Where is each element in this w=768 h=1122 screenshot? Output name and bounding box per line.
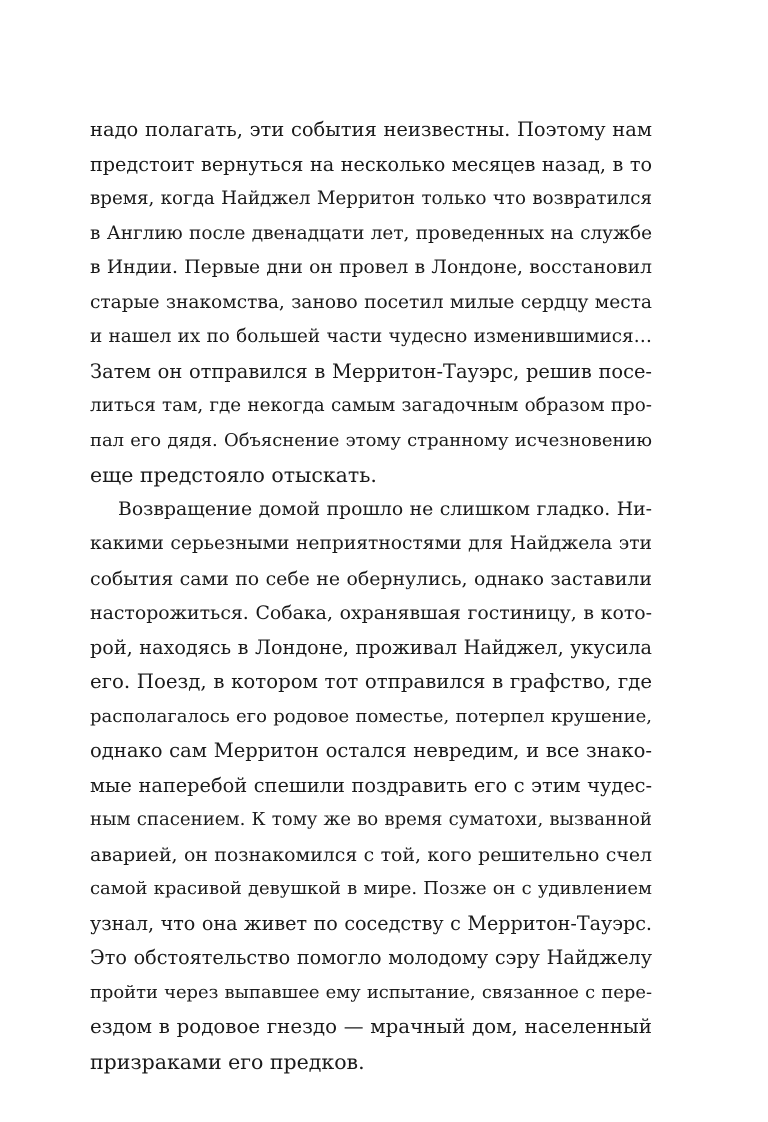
text-line: старые знакомства, заново посетил милые сердцу места — [90, 291, 652, 313]
text-line: мые наперебой спешили поздравить его с этим чудес- — [90, 773, 652, 797]
text-line: аварией, он познакомился с той, кого решительно счел — [90, 843, 652, 866]
text-line: события сами по себе не обернулись, однако заставили — [90, 567, 652, 590]
text-line: рой, находясь в Лондоне, проживал Найджел, укусила — [90, 635, 652, 659]
text-line: пал его дядя. Объяснение этому странному исчезновению — [90, 429, 652, 451]
text-line: предстоит вернуться на несколько месяцев назад, в то — [90, 152, 652, 176]
text-line: еще предстояло отыскать. — [90, 463, 377, 487]
paragraph-2 — [90, 493, 652, 1080]
text-line: в Англию после двенадцати лет, проведенных на службе — [90, 222, 652, 244]
text-line: пройти через выпавшее ему испытание, связанное с пере- — [90, 981, 652, 1003]
text-line: время, когда Найджел Мерритон только что возвратился — [90, 188, 652, 209]
text-line: надо полагать, эти события неизвестны. Поэтому нам — [90, 118, 652, 141]
text-line: какими серьезными неприятностями для Найджела эти — [90, 533, 652, 554]
text-line: ездом в родовое гнездо — мрачный дом, населенный — [90, 1015, 652, 1038]
text-line: Это обстоятельство помогло молодому сэру Найджелу — [90, 946, 652, 969]
text-line: и нашел их по большей части чудесно изменившимися… — [90, 326, 652, 347]
text-line: в Индии. Первые дни он провел в Лондоне, восстановил — [90, 257, 652, 278]
paragraph-1 — [90, 113, 652, 493]
text-line: самой красивой девушкой в мире. Позже он с удивлением — [90, 878, 652, 899]
text-line: его. Поезд, в котором тот отправился в графство, где — [90, 670, 652, 693]
book-page-text — [90, 113, 652, 1079]
text-line: Затем он отправился в Мерритон-Тауэрс, решив посе- — [90, 359, 652, 383]
text-line: узнал, что она живет по соседству с Мерритон-Тауэрс. — [90, 911, 652, 935]
text-line: призраками его предков. — [90, 1049, 365, 1074]
text-line: располагалось его родовое поместье, потерпел крушение, — [90, 705, 652, 727]
text-line: литься там, где некогда самым загадочным образом про- — [90, 395, 652, 416]
text-line: Возвращение домой прошло не слишком гладко. Ни- — [118, 498, 652, 520]
text-line: ным спасением. К тому же во время суматохи, вызванной — [90, 809, 652, 830]
text-line: насторожиться. Собака, охранявшая гостиницу, в кото- — [90, 602, 652, 624]
text-line: однако сам Мерритон остался невредим, и все знако- — [90, 739, 652, 762]
